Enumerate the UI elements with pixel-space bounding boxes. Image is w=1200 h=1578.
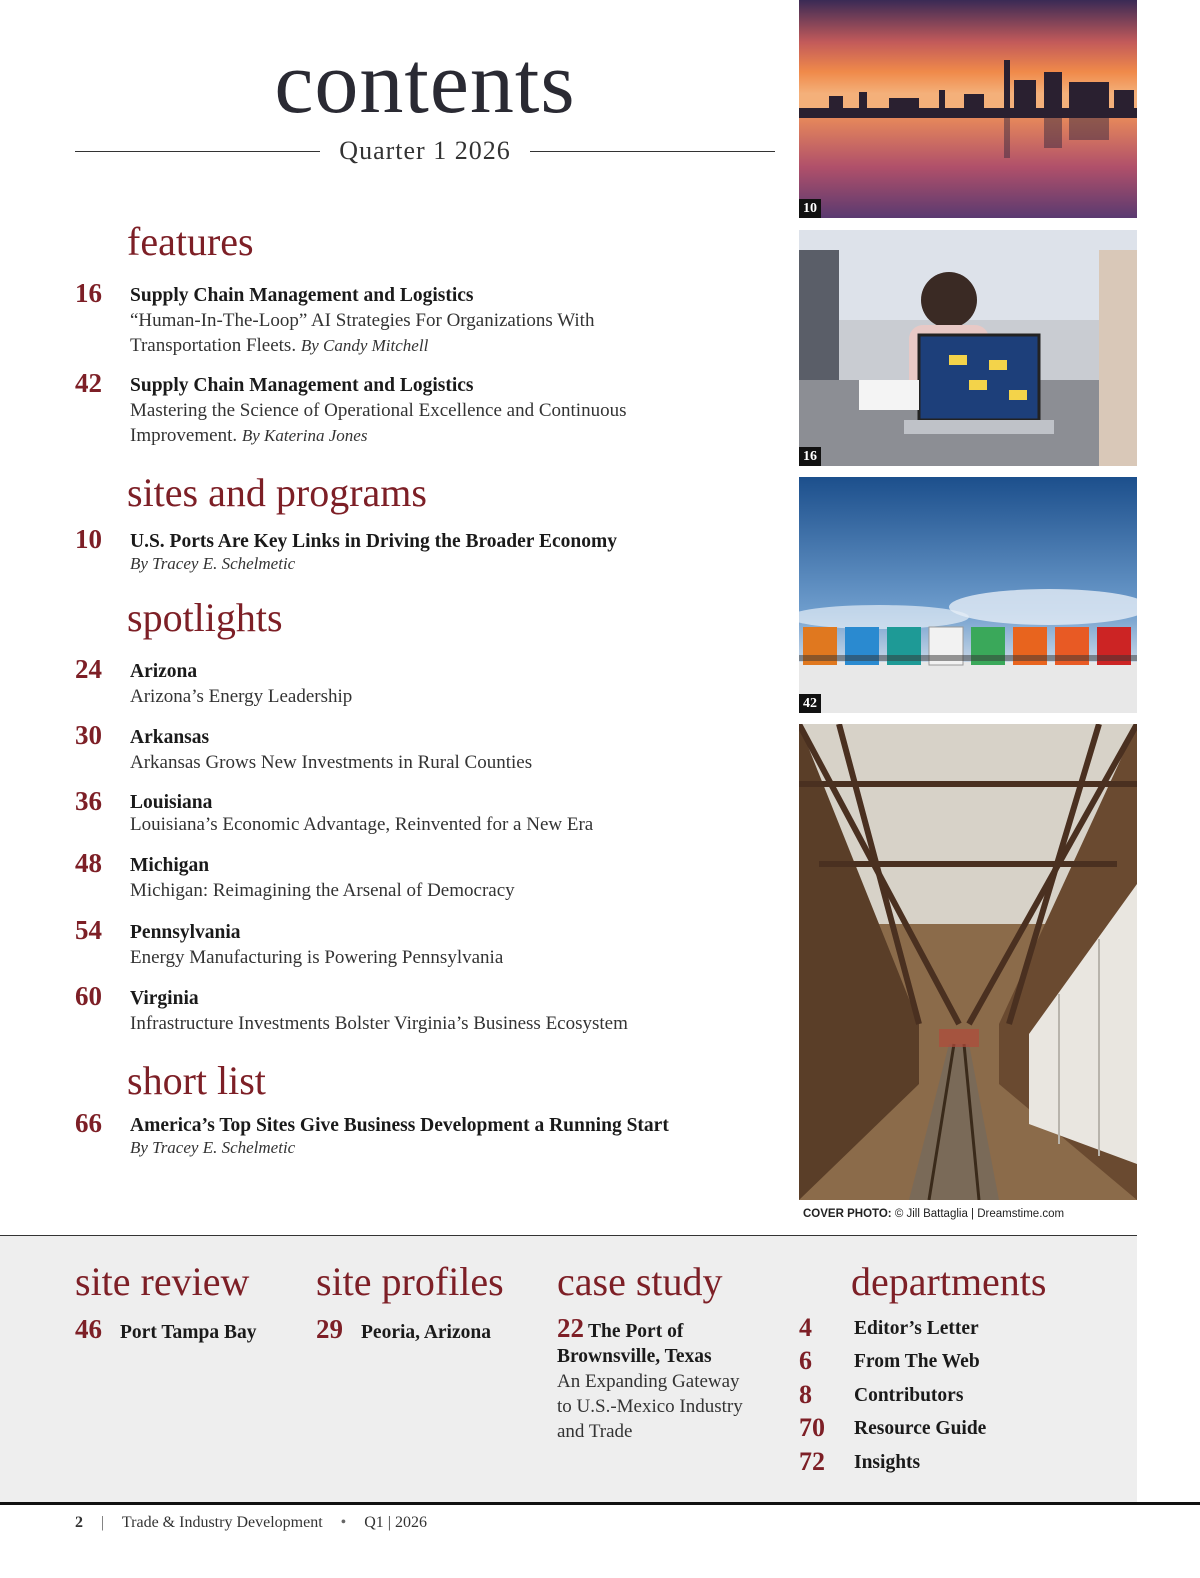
page-footer	[75, 1514, 427, 1532]
department-title: From The Web	[854, 1351, 980, 1372]
footer-rule	[0, 1502, 1200, 1505]
divider-right	[530, 151, 775, 152]
section-heading-spotlights: spotlights	[127, 595, 283, 640]
footer-page-number: 2	[75, 1514, 83, 1531]
page-number: 10	[75, 524, 102, 554]
entry-subtitle-cont: Transportation Fleets.	[130, 335, 297, 356]
office-laptop-image	[799, 230, 1137, 466]
entry-subtitle: “Human-In-The-Loop” AI Strategies For Organizations With	[130, 310, 595, 331]
page-title: contents	[274, 35, 576, 132]
entry-subtitle: and Trade	[557, 1421, 633, 1442]
entry-subtitle: Energy Manufacturing is Powering Pennsylvania	[130, 947, 504, 968]
photo-trucks[interactable]	[799, 477, 1137, 713]
page-number: 29	[316, 1314, 343, 1344]
page-number: 72	[799, 1447, 825, 1476]
page-number: 48	[75, 848, 102, 878]
entry-subtitle: Michigan: Reimagining the Arsenal of Democracy	[130, 880, 515, 901]
photo-page-tag: 10	[799, 199, 821, 218]
photo-page-tag: 42	[799, 694, 821, 713]
entry-subtitle: Mastering the Science of Operational Excellence and Continuous	[130, 400, 627, 421]
case-study-entry[interactable]	[557, 1314, 777, 1444]
page-number: 16	[75, 278, 102, 308]
entry-heading: America’s Top Sites Give Business Development a Running Start	[130, 1115, 669, 1136]
page-number: 24	[75, 654, 102, 684]
entry-heading: U.S. Ports Are Key Links in Driving the Broader Economy	[130, 531, 617, 552]
credit-label: COVER PHOTO:	[803, 1208, 892, 1220]
entry-heading: Arizona	[130, 661, 198, 682]
section-heading-case-study: case study	[557, 1259, 723, 1304]
trucks-image	[799, 477, 1137, 713]
entry-heading: Pennsylvania	[130, 922, 241, 943]
page-number: 60	[75, 981, 102, 1011]
entry-subtitle: An Expanding Gateway	[557, 1371, 740, 1392]
byline: By Katerina Jones	[241, 426, 368, 445]
page-number: 42	[75, 368, 102, 398]
department-title: Contributors	[854, 1385, 964, 1406]
entry-heading: The Port of	[588, 1321, 684, 1342]
page-number: 54	[75, 915, 102, 945]
credit-text: © Jill Battaglia | Dreamstime.com	[894, 1208, 1065, 1220]
entry-subtitle: to U.S.-Mexico Industry	[557, 1396, 743, 1417]
harbor-sunset-image	[799, 0, 1137, 218]
photo-office-laptop[interactable]	[799, 230, 1137, 466]
entry-heading: Supply Chain Management and Logistics	[130, 285, 474, 306]
footer-separator: |	[101, 1514, 105, 1531]
section-heading-features: features	[127, 219, 254, 264]
page-number: 4	[799, 1313, 812, 1342]
byline: By Tracey E. Schelmetic	[130, 554, 296, 573]
page-number: 22	[557, 1313, 584, 1343]
issue-row	[75, 136, 775, 166]
section-heading-site-review: site review	[75, 1259, 250, 1304]
rail-bridge-image	[799, 724, 1137, 1200]
photo-rail-bridge[interactable]	[799, 724, 1137, 1200]
footer-issue: Q1 | 2026	[364, 1514, 428, 1531]
photo-page-tag: 16	[799, 447, 821, 466]
site-review-entry[interactable]	[75, 1314, 257, 1345]
site-profiles-entry[interactable]	[316, 1314, 491, 1345]
department-title: Resource Guide	[854, 1418, 987, 1439]
page-number: 70	[799, 1413, 825, 1442]
entry-heading: Michigan	[130, 855, 210, 876]
entry-heading: Supply Chain Management and Logistics	[130, 375, 474, 396]
footer-publication: Trade & Industry Development	[121, 1514, 323, 1531]
entry-subtitle: Infrastructure Investments Bolster Virginia’s Business Ecosystem	[130, 1013, 628, 1034]
entry-subtitle: Arizona’s Energy Leadership	[130, 686, 353, 707]
page-number: 30	[75, 720, 102, 750]
section-heading-sites: sites and programs	[127, 470, 427, 515]
department-title: Insights	[854, 1452, 921, 1473]
entry-heading: Arkansas	[130, 727, 210, 748]
page-number: 6	[799, 1346, 812, 1375]
page-number: 8	[799, 1380, 812, 1409]
byline: By Candy Mitchell	[300, 336, 429, 355]
page-number: 46	[75, 1314, 102, 1344]
entry-heading: Peoria, Arizona	[361, 1322, 491, 1343]
entry-heading: Port Tampa Bay	[120, 1322, 257, 1343]
cover-photo-credit	[803, 1208, 1064, 1220]
department-title: Editor’s Letter	[854, 1318, 979, 1339]
footer-bullet: •	[340, 1514, 347, 1531]
section-heading-site-profiles: site profiles	[316, 1259, 504, 1304]
entry-heading-cont: Brownsville, Texas	[557, 1346, 712, 1367]
section-heading-shortlist: short list	[127, 1058, 266, 1103]
byline: By Tracey E. Schelmetic	[130, 1138, 296, 1157]
page-number: 36	[75, 786, 102, 816]
entry-heading: Louisiana	[130, 792, 213, 813]
entry-subtitle-cont: Improvement.	[130, 425, 238, 446]
photo-harbor-sunset[interactable]	[799, 0, 1137, 218]
page-number: 66	[75, 1108, 102, 1138]
section-heading-departments: departments	[851, 1259, 1047, 1304]
issue-label: Quarter 1 2026	[339, 136, 511, 165]
entry-heading: Virginia	[130, 988, 199, 1009]
entry-subtitle: Louisiana’s Economic Advantage, Reinvented for a New Era	[130, 814, 594, 835]
entry-subtitle: Arkansas Grows New Investments in Rural Counties	[130, 752, 533, 773]
